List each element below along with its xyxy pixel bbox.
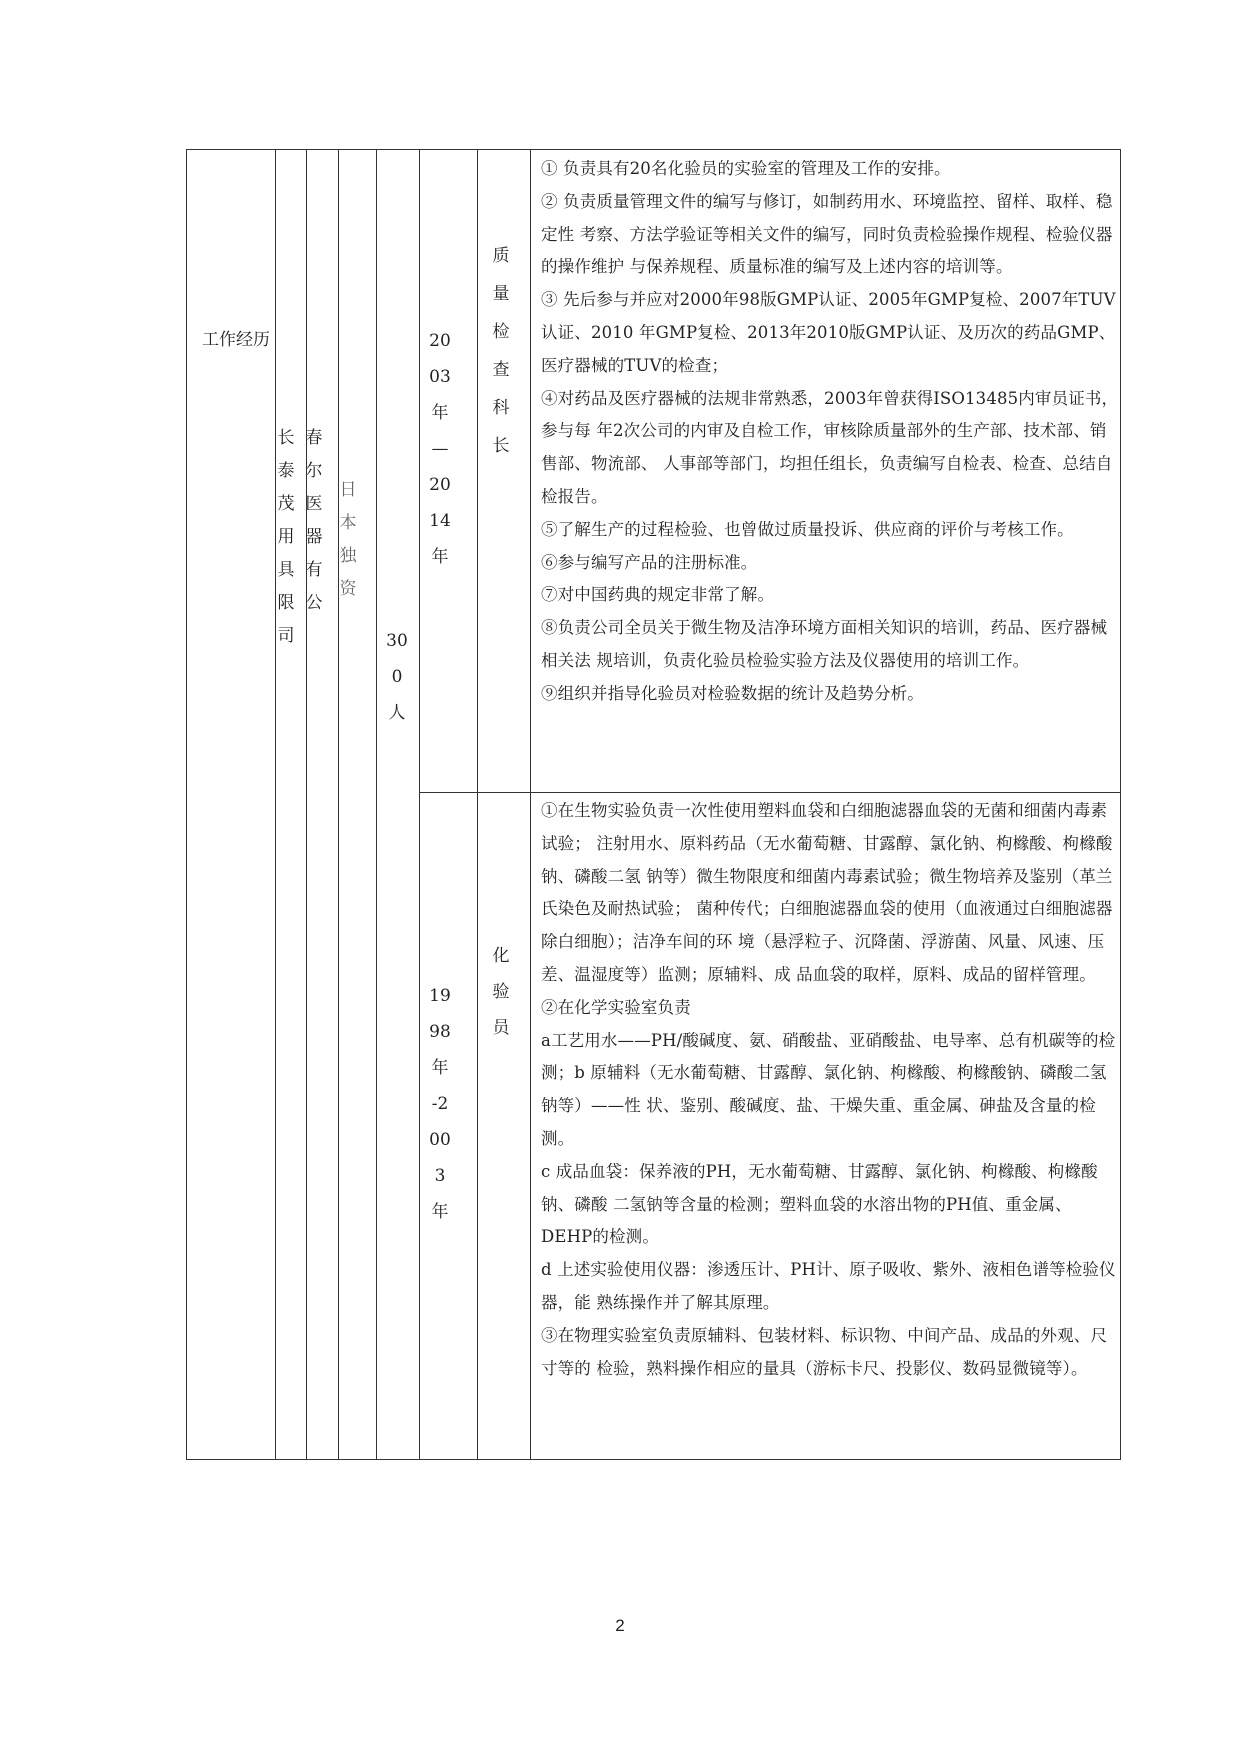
ownership-char: 资 <box>339 579 357 599</box>
title-char: 查 <box>492 360 510 380</box>
column-divider <box>419 149 420 1460</box>
company-char: 长 <box>277 428 295 448</box>
period-part: 20 <box>429 475 451 495</box>
duty-item: ⑥参与编写产品的注册标准。 <box>541 552 758 572</box>
duty-item: ⑨组织并指导化验员对检验数据的统计及趋势分析。 <box>541 683 924 703</box>
job2-period <box>424 978 456 1230</box>
duty-item: ⑦对中国药典的规定非常了解。 <box>541 585 775 605</box>
staff-size-part: 0 <box>391 667 403 687</box>
job2-duties <box>541 795 1119 1385</box>
company-char: 有 <box>305 560 323 580</box>
staff-size-part: 30 <box>386 631 408 651</box>
period-part: 3 <box>434 1166 446 1186</box>
company-char: 泰 <box>277 461 295 481</box>
section-label: 工作经历 <box>202 330 270 350</box>
company-char: 用 <box>277 527 295 547</box>
company-char: 茂 <box>277 494 295 514</box>
staff-size-part: 人 <box>388 703 406 723</box>
period-part: 19 <box>429 986 451 1006</box>
company-char: 医 <box>305 494 323 514</box>
duty-item: ⑧负责公司全员关于微生物及洁净环境方面相关知识的培训，药品、医疗器械相关法 规培训，负责化验员检验实验方法及仪器使用的培训工作。 <box>541 618 1108 670</box>
company-name-column-b <box>298 422 330 620</box>
company-char: 尔 <box>305 461 323 481</box>
title-char: 验 <box>492 982 510 1002</box>
duty-item: ④对药品及医疗器械的法规非常熟悉，2003年曾获得ISO13485内审员证书，参与每 年2次公司的内审及自检工作，审核除质量部外的生产部、技术部、销售部、物流部、 人事部等部门，均担任组长，负责编写自检表、检查、总结自检报告。 <box>541 388 1119 506</box>
duty-item: ③在物理实验室负责原辅料、包装材料、标识物、中间产品、成品的外观、尺寸等的 检验，熟料操作相应的量具（游标卡尺、投影仪、数码显微镜等）。 <box>541 1325 1108 1378</box>
title-char: 长 <box>492 436 510 456</box>
duty-item: ③ 先后参与并应对2000年98版GMP认证、2005年GMP复检、2007年TUV认证、2010 年GMP复检、2013年2010版GMP认证、及历次的药品GMP、医疗器械的TUV的检查； <box>541 290 1116 375</box>
ownership-char: 独 <box>339 546 357 566</box>
duty-item: ① 负责具有20名化验员的实验室的管理及工作的安排。 <box>541 159 951 178</box>
column-divider <box>275 149 276 1460</box>
company-char: 公 <box>305 593 323 613</box>
table-left-border <box>186 149 187 1460</box>
job1-duties <box>541 153 1119 711</box>
duty-item: ②在化学实验室负责 <box>541 997 691 1017</box>
title-char: 化 <box>492 946 510 966</box>
column-divider <box>477 149 478 1460</box>
period-part: 03 <box>429 367 451 387</box>
period-part: — <box>431 439 449 459</box>
duty-item: d 上述实验使用仪器：渗透压计、PH计、原子吸收、紫外、液相色谱等检验仪器，能 熟练操作并了解其原理。 <box>541 1260 1116 1312</box>
period-part: 年 <box>431 547 449 567</box>
company-char: 春 <box>305 428 323 448</box>
company-char: 司 <box>277 626 295 646</box>
company-char: 限 <box>277 593 295 613</box>
title-char: 检 <box>492 322 510 342</box>
period-part: -2 <box>431 1094 449 1114</box>
period-part: 98 <box>429 1022 451 1042</box>
staff-size <box>381 623 413 731</box>
period-part: 14 <box>429 511 451 531</box>
ownership-char: 本 <box>339 513 357 533</box>
table-top-border <box>186 149 1120 150</box>
column-divider <box>338 149 339 1460</box>
column-divider <box>530 149 531 1460</box>
duty-item: ② 负责质量管理文件的编写与修订，如制药用水、环境监控、留样、取样、稳定性 考察、方法学验证等相关文件的编写，同时负责检验操作规程、检验仪器的操作维护 与保养规程、质量标准的编写及上述内容的培训等。 <box>541 191 1113 277</box>
column-divider <box>376 149 377 1460</box>
duty-item: a工艺用水——PH/酸碱度、氨、硝酸盐、亚硝酸盐、电导率、总有机碳等的检测；b 原辅料（无水葡萄糖、甘露醇、氯化钠、枸橼酸、枸橼酸钠、磷酸二氢钠等）——性 状、鉴别、酸碱度、盐、干燥失重、重金属、砷盐及含量的检测。 <box>541 1030 1116 1148</box>
company-char: 具 <box>277 560 295 580</box>
job1-title <box>485 237 517 465</box>
table-bottom-border <box>186 1459 1120 1460</box>
title-char: 科 <box>492 398 510 418</box>
page-number: 2 <box>615 1616 625 1635</box>
title-char: 质 <box>492 246 510 266</box>
ownership-type <box>332 474 364 606</box>
duty-item: c 成品血袋：保养液的PH，无水葡萄糖、甘露醇、氯化钠、枸橼酸、枸橼酸钠、磷酸 二氢钠等含量的检测；塑料血袋的水溶出物的PH值、重金属、DEHP的检测。 <box>541 1161 1098 1247</box>
ownership-char: 日 <box>339 480 357 500</box>
job2-title <box>485 938 517 1046</box>
duty-item: ⑤了解生产的过程检验、也曾做过质量投诉、供应商的评价与考核工作。 <box>541 519 1074 539</box>
title-char: 量 <box>492 284 510 304</box>
duty-item: ①在生物实验负责一次性使用塑料血袋和白细胞滤器血袋的无菌和细菌内毒素试验； 注射用水、原料药品（无水葡萄糖、甘露醇、氯化钠、枸橼酸、枸橼酸钠、磷酸二氢 钠等）微生物限度和细菌内毒素试验；微生物培养及鉴别（革兰氏染色及耐热试验； 菌种传代；白细胞滤器血袋的使用（血液通过白细胞滤器除白细胞）；洁净车间的环 境（悬浮粒子、沉降菌、浮游菌、风量、风速、压差、温湿度等）监测；原辅料、成 品血袋的取样，原料、成品的留样管理。 <box>541 801 1113 984</box>
table-right-border <box>1120 149 1121 1460</box>
title-char: 员 <box>492 1018 510 1038</box>
period-part: 年 <box>431 403 449 423</box>
period-part: 年 <box>431 1202 449 1222</box>
period-part: 20 <box>429 331 451 351</box>
job1-period <box>424 323 456 575</box>
row-divider <box>419 792 1120 793</box>
period-part: 年 <box>431 1058 449 1078</box>
column-divider <box>306 149 307 1460</box>
period-part: 00 <box>429 1130 451 1150</box>
company-char: 器 <box>305 527 323 547</box>
